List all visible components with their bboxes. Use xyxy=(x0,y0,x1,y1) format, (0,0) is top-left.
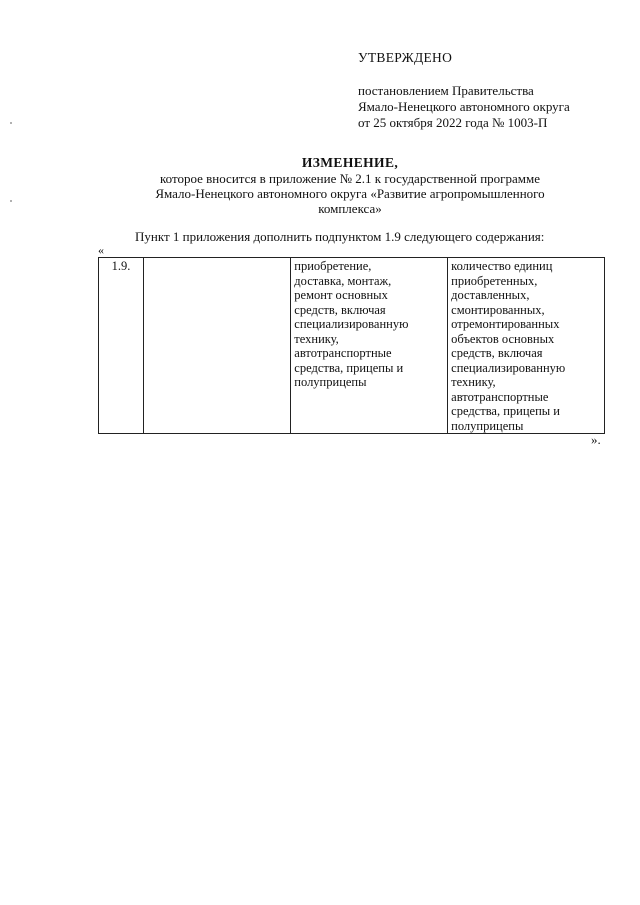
action-line: технику, xyxy=(294,331,339,346)
row-number-cell: 1.9. xyxy=(99,258,144,434)
opening-quote: « xyxy=(98,243,104,257)
action-line: специализированную xyxy=(294,317,409,331)
action-line: автотранспортные xyxy=(294,346,392,360)
title-line-1: которое вносится в приложение № 2.1 к государственной программе xyxy=(159,171,541,186)
approval-line-region: Ямало-Ненецкого автономного округа xyxy=(358,99,570,114)
action-line: ремонт основных xyxy=(294,288,388,302)
scan-speck xyxy=(10,122,12,124)
indicator-line: автотранспортные xyxy=(451,389,549,404)
action-line: средств, включая xyxy=(294,302,386,317)
indicator-line: средства, прицепы и xyxy=(451,404,560,418)
indicator-line: специализированную xyxy=(451,360,566,375)
approval-block xyxy=(358,50,628,131)
indicator-line: приобретенных, xyxy=(451,273,538,288)
indicator-cell xyxy=(448,258,605,434)
document-heading: ИЗМЕНЕНИЕ, xyxy=(301,155,399,170)
amendment-table xyxy=(98,257,605,434)
indicator-line: доставленных, xyxy=(451,288,530,302)
indicator-line: отремонтированных xyxy=(451,317,560,331)
indicator-line: технику, xyxy=(451,375,496,389)
approval-stamp-text: УТВЕРЖДЕНО xyxy=(358,50,453,65)
indicator-line: средств, включая xyxy=(451,346,543,360)
closing-quote: ». xyxy=(591,432,601,447)
approval-line-date: от 25 октября 2022 года № 1003-П xyxy=(358,115,548,130)
document-title-block xyxy=(90,155,610,216)
action-cell xyxy=(291,258,448,434)
title-line-3: комплекса» xyxy=(318,201,382,216)
action-line: доставка, монтаж, xyxy=(294,273,392,288)
action-line: средства, прицепы и xyxy=(294,360,404,375)
action-line: приобретение, xyxy=(294,259,372,273)
indicator-line: количество единиц xyxy=(451,259,553,273)
indicator-line: смонтированных, xyxy=(451,302,545,317)
indicator-line: объектов основных xyxy=(451,331,555,346)
table-row xyxy=(99,258,605,434)
action-line: полуприцепы xyxy=(294,375,367,389)
empty-cell xyxy=(143,258,290,434)
intro-paragraph: Пункт 1 приложения дополнить подпунктом 1.9 следующего содержания: xyxy=(135,229,545,244)
title-line-2: Ямало-Ненецкого автономного округа «Развитие агропромышленного xyxy=(155,186,545,201)
approval-line-government: постановлением Правительства xyxy=(358,83,534,98)
indicator-line: полуприцепы xyxy=(451,418,524,433)
scan-speck xyxy=(10,200,12,202)
